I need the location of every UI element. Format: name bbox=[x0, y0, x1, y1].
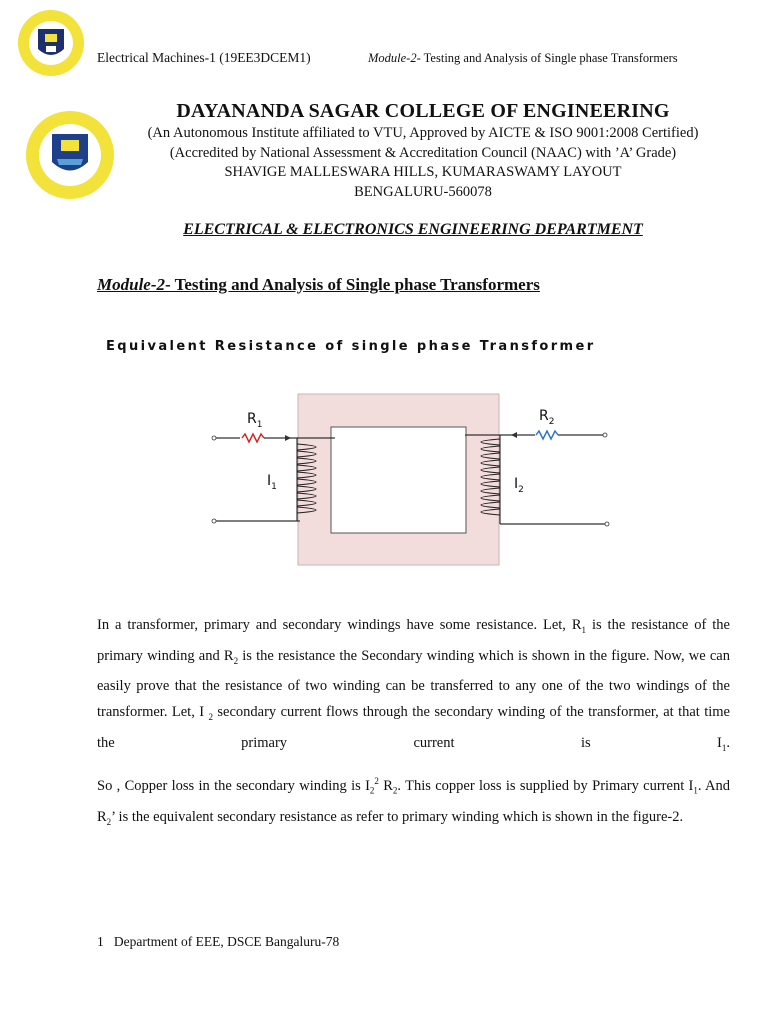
paragraph-1 bbox=[97, 613, 730, 762]
label-i1-main: I bbox=[267, 473, 272, 489]
p1-text-c: is the resistance of the primary winding and R bbox=[97, 617, 730, 664]
college-logo-small bbox=[16, 9, 86, 77]
module-header bbox=[368, 51, 678, 66]
module-header-rest: - Testing and Analysis of Single phase Transformers bbox=[416, 51, 678, 65]
college-affiliation: (An Autonomous Institute affiliated to VTU, Approved by AICTE & ISO 9001:2008 Certified) bbox=[147, 125, 699, 141]
college-city: BENGALURU-560078 bbox=[354, 184, 492, 200]
label-r2-main: R bbox=[539, 408, 549, 424]
label-i2-sub: 2 bbox=[518, 485, 524, 495]
p2-text-d: R bbox=[378, 777, 393, 794]
resistor-r1 bbox=[242, 434, 264, 442]
transformer-figure bbox=[205, 392, 615, 568]
label-i2 bbox=[514, 476, 524, 495]
label-r2 bbox=[539, 408, 554, 427]
label-r1-sub: 1 bbox=[256, 420, 263, 430]
footer bbox=[97, 934, 339, 950]
current-arrow-i1 bbox=[285, 435, 291, 441]
department-title: ELECTRICAL & ELECTRONICS ENGINEERING DEPARTMENT bbox=[183, 221, 643, 238]
course-header: Electrical Machines-1 (19EE3DCEM1) bbox=[97, 50, 311, 65]
p1-sub-4: 1 bbox=[721, 742, 727, 753]
p1-sub-2: 2 bbox=[233, 655, 239, 666]
section-title: Equivalent Resistance of single phase Transformer bbox=[106, 339, 596, 354]
p2-sub-3: 1 bbox=[693, 785, 698, 796]
label-r1 bbox=[247, 411, 262, 430]
college-name: DAYANANDA SAGAR COLLEGE OF ENGINEERING bbox=[176, 100, 670, 122]
p2-sub-2: 2 bbox=[392, 785, 398, 796]
p1-text-i: . bbox=[726, 734, 730, 751]
p1-sub-3: 2 bbox=[208, 712, 213, 723]
p1-text-e: is the resistance the Secondary winding which is shown in the figure. Now, we can easily prove that the resistance of two winding can be transferred to any one of the two windings of the transformer. Let, I bbox=[97, 647, 730, 721]
secondary-terminal-top bbox=[603, 433, 607, 437]
label-i1-sub: 1 bbox=[271, 482, 277, 492]
resistor-r2 bbox=[536, 431, 558, 439]
label-r1-main: R bbox=[247, 411, 257, 427]
p2-sub-1: 2 bbox=[369, 785, 375, 796]
p2-sup-1: 2 bbox=[374, 776, 379, 786]
label-r2-sub: 2 bbox=[548, 417, 555, 427]
p2-text-a: So , Copper loss in the secondary winding is I bbox=[97, 777, 370, 794]
footer-text: Department of EEE, DSCE Bangaluru-78 bbox=[113, 934, 340, 949]
label-i2-main: I bbox=[514, 476, 519, 492]
p2-sub-4: 2 bbox=[106, 816, 112, 827]
current-arrow-i2 bbox=[511, 432, 517, 438]
module-title-rest: - Testing and Analysis of Single phase Transformers bbox=[165, 275, 540, 294]
p1-text-g: secondary current flows through the secondary winding of the transformer, at that time the primary current is I bbox=[97, 704, 730, 751]
p2-text-f: . This copper loss is supplied by Primary current I bbox=[397, 777, 694, 794]
paragraph-2 bbox=[97, 768, 730, 835]
p2-text-j: ’ is the equivalent secondary resistance as refer to primary winding which is shown in the figure-2. bbox=[111, 808, 684, 825]
primary-terminal-bottom bbox=[212, 519, 216, 523]
p2-text-h: . And R bbox=[97, 777, 730, 825]
label-i1 bbox=[267, 473, 277, 492]
p1-text-a: In a transformer, primary and secondary windings have some resistance. Let, R bbox=[97, 617, 582, 633]
module-title bbox=[97, 275, 540, 295]
college-accreditation: (Accredited by National Assessment & Accreditation Council (NAAC) with ’A’ Grade) bbox=[169, 145, 677, 161]
secondary-terminal-bottom bbox=[605, 522, 609, 526]
primary-terminal-top bbox=[212, 436, 216, 440]
page-number: 1 bbox=[97, 934, 104, 949]
p1-sub-1: 1 bbox=[581, 624, 587, 635]
college-address: SHAVIGE MALLESWARA HILLS, KUMARASWAMY LAYOUT bbox=[224, 164, 622, 180]
module-header-prefix: Module-2 bbox=[368, 51, 417, 65]
module-title-prefix: Module-2 bbox=[97, 275, 165, 294]
core-window bbox=[331, 427, 466, 533]
